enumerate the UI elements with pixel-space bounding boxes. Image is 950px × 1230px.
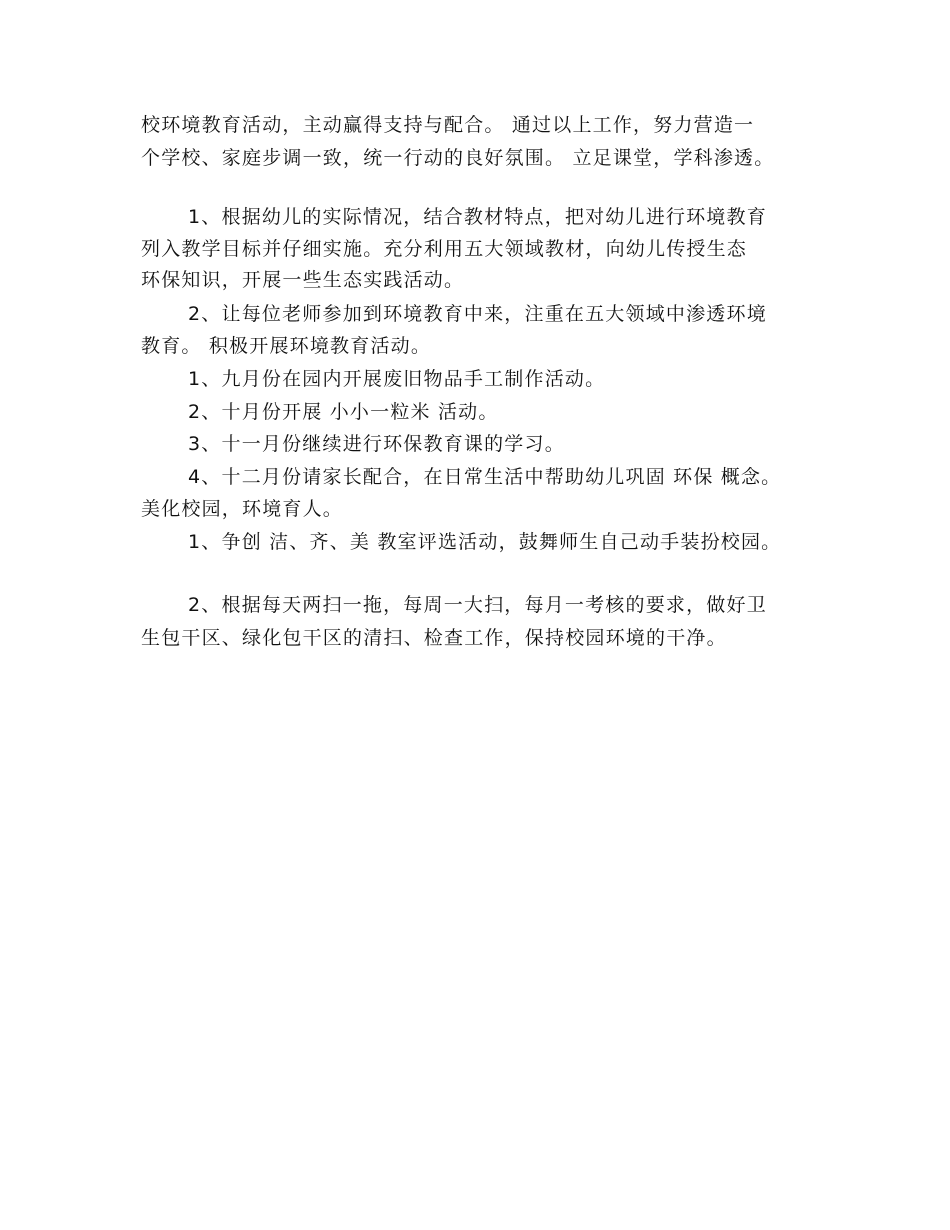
text-line: 3、十一月份继续进行环保教育课的学习。 xyxy=(188,433,565,455)
text-line: 生包干区、绿化包干区的清扫、检查工作，保持校园环境的干净。 xyxy=(141,627,727,649)
text-line: 个学校、家庭步调一致，统一行动的良好氛围。 立足课堂，学科渗透。 xyxy=(141,147,775,169)
text-line: 2、十月份开展 小小一粒米 活动。 xyxy=(188,401,499,423)
text-line: 1、九月份在园内开展废旧物品手工制作活动。 xyxy=(188,368,606,390)
text-line: 4、十二月份请家长配合，在日常生活中帮助幼儿巩固 环保 概念。 xyxy=(188,466,782,488)
text-line: 1、争创 洁、齐、美 教室评选活动，鼓舞师生自己动手装扮校园。 xyxy=(188,531,782,553)
text-line: 美化校园，环境育人。 xyxy=(141,498,344,520)
text-line: 列入教学目标并仔细实施。充分利用五大领域教材，向幼儿传授生态 xyxy=(141,238,748,260)
text-line: 教育。 积极开展环境教育活动。 xyxy=(141,335,432,357)
text-line: 2、根据每天两扫一拖，每周一大扫，每月一考核的要求，做好卫 xyxy=(188,594,767,616)
text-line: 1、根据幼儿的实际情况，结合教材特点，把对幼儿进行环境教育 xyxy=(188,206,767,228)
text-line: 2、让每位老师参加到环境教育中来，注重在五大领域中渗透环境 xyxy=(188,303,767,325)
text-line: 环保知识，开展一些生态实践活动。 xyxy=(141,269,465,291)
text-line: 校环境教育活动，主动赢得支持与配合。 通过以上工作，努力营造一 xyxy=(141,114,755,136)
